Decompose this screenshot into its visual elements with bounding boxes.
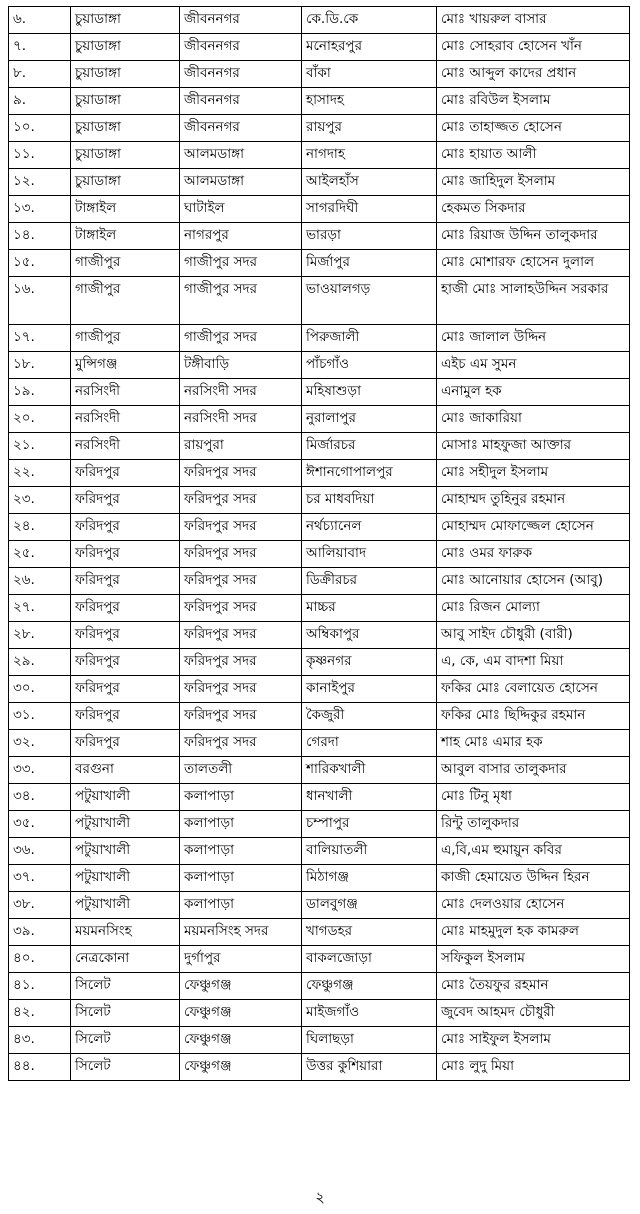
name-cell: মোঃ রিয়াজ উদ্দিন তালুকদার [437, 223, 630, 250]
table-row [9, 325, 630, 352]
serial-cell: ৯. [9, 88, 71, 115]
table-row [9, 649, 630, 676]
upazila-cell: কলাপাড়া [180, 865, 302, 892]
table-row [9, 142, 630, 169]
district-cell: নরসিংদী [71, 379, 180, 406]
name-cell: মোঃ জালাল উদ্দিন [437, 325, 630, 352]
table-row [9, 61, 630, 88]
district-cell: পটুয়াখালী [71, 865, 180, 892]
upazila-cell: ফরিদপুর সদর [180, 514, 302, 541]
upazila-cell: গাজীপুর সদর [180, 250, 302, 277]
district-cell: সিলেট [71, 1054, 180, 1081]
district-cell: পটুয়াখালী [71, 784, 180, 811]
district-cell: ফরিদপুর [71, 622, 180, 649]
name-cell: মোঃ সাইফুল ইসলাম [437, 1027, 630, 1054]
name-cell: মোঃ টিনু মৃধা [437, 784, 630, 811]
serial-cell: ২১. [9, 433, 71, 460]
district-cell: চুয়াডাঙ্গা [71, 142, 180, 169]
district-cell: পটুয়াখালী [71, 838, 180, 865]
serial-cell: ৪৪. [9, 1054, 71, 1081]
serial-cell: ৩৩. [9, 757, 71, 784]
table-row [9, 487, 630, 514]
serial-cell: ৩১. [9, 703, 71, 730]
upazila-cell: ফরিদপুর সদর [180, 568, 302, 595]
district-cell: নরসিংদী [71, 433, 180, 460]
table-row [9, 784, 630, 811]
district-cell: চুয়াডাঙ্গা [71, 169, 180, 196]
table-body [9, 7, 630, 1081]
district-cell: পটুয়াখালী [71, 892, 180, 919]
district-cell: ফরিদপুর [71, 595, 180, 622]
serial-cell: ৭. [9, 34, 71, 61]
upazila-cell: রায়পুরা [180, 433, 302, 460]
upazila-cell: কলাপাড়া [180, 892, 302, 919]
upazila-cell: ফরিদপুর সদর [180, 649, 302, 676]
union-cell: মিঠাগঞ্জ [302, 865, 437, 892]
union-cell: মাচ্চর [302, 595, 437, 622]
name-cell: মোঃ দেলওয়ার হোসেন [437, 892, 630, 919]
union-cell: ডিক্রীরচর [302, 568, 437, 595]
name-cell: হাজী মোঃ সালাহউদ্দিন সরকার [437, 277, 630, 325]
union-cell: শারিকখালী [302, 757, 437, 784]
district-cell: গাজীপুর [71, 277, 180, 325]
union-cell: কে.ডি.কে [302, 7, 437, 34]
district-cell: বরগুনা [71, 757, 180, 784]
serial-cell: ২২. [9, 460, 71, 487]
upazila-cell: নরসিংদী সদর [180, 406, 302, 433]
serial-cell: ২৯. [9, 649, 71, 676]
serial-cell: ২৩. [9, 487, 71, 514]
serial-cell: ৩৪. [9, 784, 71, 811]
serial-cell: ১২. [9, 169, 71, 196]
district-cell: ফরিদপুর [71, 730, 180, 757]
table-row [9, 196, 630, 223]
name-cell: মোঃ খায়রুল বাসার [437, 7, 630, 34]
upazila-cell: ফরিদপুর সদর [180, 676, 302, 703]
upazila-cell: ফেঞ্চুগঞ্জ [180, 973, 302, 1000]
name-cell: মোঃ রিজন মোল্যা [437, 595, 630, 622]
union-cell: ডালবুগঞ্জ [302, 892, 437, 919]
union-cell: খাগডহর [302, 919, 437, 946]
table-row [9, 811, 630, 838]
district-cell: মুন্সিগঞ্জ [71, 352, 180, 379]
serial-cell: ৮. [9, 61, 71, 88]
serial-cell: ২৪. [9, 514, 71, 541]
name-cell: আবু সাইদ চৌধুরী (বারী) [437, 622, 630, 649]
serial-cell: ৩৯. [9, 919, 71, 946]
union-cell: মির্জাপুর [302, 250, 437, 277]
upazila-cell: টঙ্গীবাড়ি [180, 352, 302, 379]
name-cell: মোঃ হায়াত আলী [437, 142, 630, 169]
name-cell: মোঃ তৈয়ফুর রহমান [437, 973, 630, 1000]
serial-cell: ৩৭. [9, 865, 71, 892]
district-cell: সিলেট [71, 1000, 180, 1027]
district-cell: সিলেট [71, 973, 180, 1000]
serial-cell: ১৬. [9, 277, 71, 325]
union-cell: ঈশানগোপালপুর [302, 460, 437, 487]
serial-cell: ১৪. [9, 223, 71, 250]
table-row [9, 541, 630, 568]
table-row [9, 88, 630, 115]
name-cell: মোঃ মাহমুদুল হক কামরুল [437, 919, 630, 946]
table-row [9, 730, 630, 757]
name-cell: মোঃ আব্দুল কাদের প্রধান [437, 61, 630, 88]
upazila-cell: ফেঞ্চুগঞ্জ [180, 1000, 302, 1027]
name-cell: মোহাম্মদ মোফাজ্জেল হোসেন [437, 514, 630, 541]
name-cell: ফকির মোঃ বেলায়েত হোসেন [437, 676, 630, 703]
union-cell: সাগরদিঘী [302, 196, 437, 223]
upazila-cell: আলমডাঙ্গা [180, 169, 302, 196]
union-cell: কৈজুরী [302, 703, 437, 730]
upazila-cell: কলাপাড়া [180, 838, 302, 865]
upazila-cell: তালতলী [180, 757, 302, 784]
district-cell: ফরিদপুর [71, 676, 180, 703]
union-cell: পিরুজালী [302, 325, 437, 352]
serial-cell: ৩৬. [9, 838, 71, 865]
serial-cell: ৩৫. [9, 811, 71, 838]
serial-cell: ১৩. [9, 196, 71, 223]
name-cell: মোহাম্মদ তুহিনুর রহমান [437, 487, 630, 514]
table-row [9, 406, 630, 433]
table-row [9, 379, 630, 406]
table-row [9, 1000, 630, 1027]
district-cell: ময়মনসিংহ [71, 919, 180, 946]
union-cell: গেরদা [302, 730, 437, 757]
union-cell: উত্তর কুশিয়ারা [302, 1054, 437, 1081]
name-cell: মোঃ সোহরাব হোসেন খাঁন [437, 34, 630, 61]
table-row [9, 919, 630, 946]
name-cell: সফিকুল ইসলাম [437, 946, 630, 973]
table-row [9, 34, 630, 61]
name-cell: মোঃ জাকারিয়া [437, 406, 630, 433]
name-cell: এনামুল হক [437, 379, 630, 406]
union-cell: ভাওয়ালগড় [302, 277, 437, 325]
district-cell: চুয়াডাঙ্গা [71, 34, 180, 61]
table-row [9, 838, 630, 865]
union-cell: ভারড়া [302, 223, 437, 250]
serial-cell: ২৬. [9, 568, 71, 595]
upazila-cell: ফরিদপুর সদর [180, 541, 302, 568]
serial-cell: ২০. [9, 406, 71, 433]
union-cell: ফেঞ্চুগঞ্জ [302, 973, 437, 1000]
district-cell: টাঙ্গাইল [71, 223, 180, 250]
union-cell: রায়পুর [302, 115, 437, 142]
upazila-cell: ফরিদপুর সদর [180, 487, 302, 514]
table-row [9, 514, 630, 541]
serial-cell: ৬. [9, 7, 71, 34]
serial-cell: ১৫. [9, 250, 71, 277]
union-cell: ধানখালী [302, 784, 437, 811]
district-cell: নরসিংদী [71, 406, 180, 433]
upazila-cell: কলাপাড়া [180, 784, 302, 811]
serial-cell: ১৭. [9, 325, 71, 352]
upazila-cell: জীবননগর [180, 88, 302, 115]
serial-cell: ২৫. [9, 541, 71, 568]
upazila-cell: ফরিদপুর সদর [180, 622, 302, 649]
union-cell: কৃষ্ণনগর [302, 649, 437, 676]
table-row [9, 169, 630, 196]
district-cell: ফরিদপুর [71, 514, 180, 541]
upazila-cell: জীবননগর [180, 115, 302, 142]
table-row [9, 352, 630, 379]
name-cell: মোঃ তাহাজ্জত হোসেন [437, 115, 630, 142]
upazila-cell: নাগরপুর [180, 223, 302, 250]
serial-cell: ৩৮. [9, 892, 71, 919]
upazila-cell: দুর্গাপুর [180, 946, 302, 973]
table-row [9, 115, 630, 142]
name-cell: মোঃ আনোয়ার হোসেন (আবু) [437, 568, 630, 595]
table-row [9, 223, 630, 250]
union-cell: পাঁচগাঁও [302, 352, 437, 379]
district-cell: চুয়াডাঙ্গা [71, 61, 180, 88]
union-cell: অম্বিকাপুর [302, 622, 437, 649]
district-cell: টাঙ্গাইল [71, 196, 180, 223]
upazila-cell: ময়মনসিংহ সদর [180, 919, 302, 946]
serial-cell: ৪৩. [9, 1027, 71, 1054]
union-cell: বাঁকা [302, 61, 437, 88]
union-cell: নুরালাপুর [302, 406, 437, 433]
upazila-cell: জীবননগর [180, 34, 302, 61]
table-row [9, 277, 630, 325]
serial-cell: ১৮. [9, 352, 71, 379]
union-cell: বালিয়াতলী [302, 838, 437, 865]
district-cell: ফরিদপুর [71, 541, 180, 568]
name-cell: মোঃ রবিউল ইসলাম [437, 88, 630, 115]
table-row [9, 1027, 630, 1054]
upazila-cell: ফরিদপুর সদর [180, 703, 302, 730]
table-row [9, 433, 630, 460]
name-cell: হেকমত সিকদার [437, 196, 630, 223]
name-cell: মোঃ মোশারফ হোসেন দুলাল [437, 250, 630, 277]
district-cell: ফরিদপুর [71, 649, 180, 676]
union-cell: আলিয়াবাদ [302, 541, 437, 568]
district-cell: ফরিদপুর [71, 487, 180, 514]
name-cell: মোসাঃ মাহফুজা আক্তার [437, 433, 630, 460]
table-row [9, 865, 630, 892]
name-cell: মোঃ লুদু মিয়া [437, 1054, 630, 1081]
serial-cell: ২৭. [9, 595, 71, 622]
district-cell: চুয়াডাঙ্গা [71, 7, 180, 34]
name-cell: জুবেদ আহমদ চৌধুরী [437, 1000, 630, 1027]
union-cell: নর্থচ্যানেল [302, 514, 437, 541]
table-row [9, 946, 630, 973]
union-cell: আইলহাঁস [302, 169, 437, 196]
district-cell: ফরিদপুর [71, 460, 180, 487]
serial-cell: ১০. [9, 115, 71, 142]
name-cell: কাজী হেমায়েত উদ্দিন হিরন [437, 865, 630, 892]
upazila-cell: ফেঞ্চুগঞ্জ [180, 1027, 302, 1054]
name-cell: এ,বি,এম হুমায়ুন কবির [437, 838, 630, 865]
table-row [9, 973, 630, 1000]
table-row [9, 703, 630, 730]
union-cell: কানাইপুর [302, 676, 437, 703]
serial-cell: ১১. [9, 142, 71, 169]
union-cell: মির্জারচর [302, 433, 437, 460]
name-cell: শাহ মোঃ এমার হক [437, 730, 630, 757]
union-cell: ঘিলাছড়া [302, 1027, 437, 1054]
upazila-cell: ফরিদপুর সদর [180, 595, 302, 622]
district-cell: চুয়াডাঙ্গা [71, 88, 180, 115]
upazila-cell: আলমডাঙ্গা [180, 142, 302, 169]
serial-cell: ৪২. [9, 1000, 71, 1027]
upazila-cell: কলাপাড়া [180, 811, 302, 838]
serial-cell: ৪০. [9, 946, 71, 973]
table-row [9, 250, 630, 277]
district-cell: গাজীপুর [71, 325, 180, 352]
name-cell: ফকির মোঃ ছিদ্দিকুর রহমান [437, 703, 630, 730]
upazila-cell: ফরিদপুর সদর [180, 460, 302, 487]
table-row [9, 595, 630, 622]
district-cell: চুয়াডাঙ্গা [71, 115, 180, 142]
upazila-cell: ফেঞ্চুগঞ্জ [180, 1054, 302, 1081]
table-row [9, 568, 630, 595]
upazila-cell: ঘাটাইল [180, 196, 302, 223]
serial-cell: ৩২. [9, 730, 71, 757]
district-cell: ফরিদপুর [71, 568, 180, 595]
chairman-list-table [8, 6, 630, 1081]
serial-cell: ১৯. [9, 379, 71, 406]
union-cell: হাসাদহ [302, 88, 437, 115]
table-row [9, 676, 630, 703]
table-row [9, 622, 630, 649]
upazila-cell: জীবননগর [180, 7, 302, 34]
table-row [9, 1054, 630, 1081]
union-cell: মনোহরপুর [302, 34, 437, 61]
upazila-cell: গাজীপুর সদর [180, 325, 302, 352]
union-cell: বাকলজোড়া [302, 946, 437, 973]
upazila-cell: নরসিংদী সদর [180, 379, 302, 406]
name-cell: মোঃ সহীদুল ইসলাম [437, 460, 630, 487]
serial-cell: ২৮. [9, 622, 71, 649]
district-cell: নেত্রকোনা [71, 946, 180, 973]
district-cell: ফরিদপুর [71, 703, 180, 730]
upazila-cell: ফরিদপুর সদর [180, 730, 302, 757]
union-cell: মাইজগাঁও [302, 1000, 437, 1027]
page-number: ২ [315, 1188, 325, 1206]
serial-cell: ৪১. [9, 973, 71, 1000]
serial-cell: ৩০. [9, 676, 71, 703]
name-cell: মোঃ ওমর ফারুক [437, 541, 630, 568]
district-cell: পটুয়াখালী [71, 811, 180, 838]
name-cell: রিন্টু তালুকদার [437, 811, 630, 838]
name-cell: আবুল বাসার তালুকদার [437, 757, 630, 784]
upazila-cell: গাজীপুর সদর [180, 277, 302, 325]
union-cell: নাগদাহ [302, 142, 437, 169]
table-row [9, 7, 630, 34]
name-cell: এইচ এম সুমন [437, 352, 630, 379]
union-cell: চম্পাপুর [302, 811, 437, 838]
table-row [9, 460, 630, 487]
district-cell: সিলেট [71, 1027, 180, 1054]
name-cell: মোঃ জাহিদুল ইসলাম [437, 169, 630, 196]
union-cell: মহিষাশুড়া [302, 379, 437, 406]
name-cell: এ, কে, এম বাদশা মিয়া [437, 649, 630, 676]
table-row [9, 757, 630, 784]
table-row [9, 892, 630, 919]
upazila-cell: জীবননগর [180, 61, 302, 88]
union-cell: চর মাধবদিয়া [302, 487, 437, 514]
district-cell: গাজীপুর [71, 250, 180, 277]
